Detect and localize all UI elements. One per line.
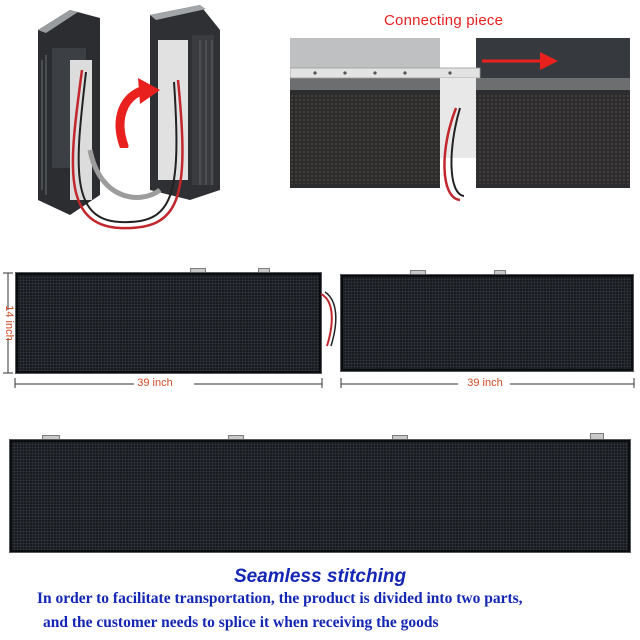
connecting-piece-illustration: [290, 38, 630, 210]
photo-cabinets-opened: [30, 0, 245, 235]
led-panel-joined: [10, 440, 630, 552]
connecting-piece-caption: Connecting piece: [384, 12, 504, 29]
height-dimension-label: 14 inch: [3, 305, 15, 341]
description-line-1: In order to facilitate transportation, the product is divided into two parts,: [37, 590, 523, 607]
right-arrow-icon: [480, 50, 560, 72]
width-dimension-label-left: 39 inch: [137, 377, 173, 389]
led-panel-left: [16, 273, 321, 373]
description-line-2: and the customer needs to splice it when receiving the goods: [43, 614, 439, 631]
panel-cables: [319, 290, 345, 350]
width-dimension-label-right: 39 inch: [467, 377, 503, 389]
photo-connecting-piece: [290, 38, 630, 210]
led-panel-right: [341, 275, 633, 371]
curved-arrow-icon: [112, 78, 162, 148]
headline-title: Seamless stitching: [233, 566, 407, 587]
